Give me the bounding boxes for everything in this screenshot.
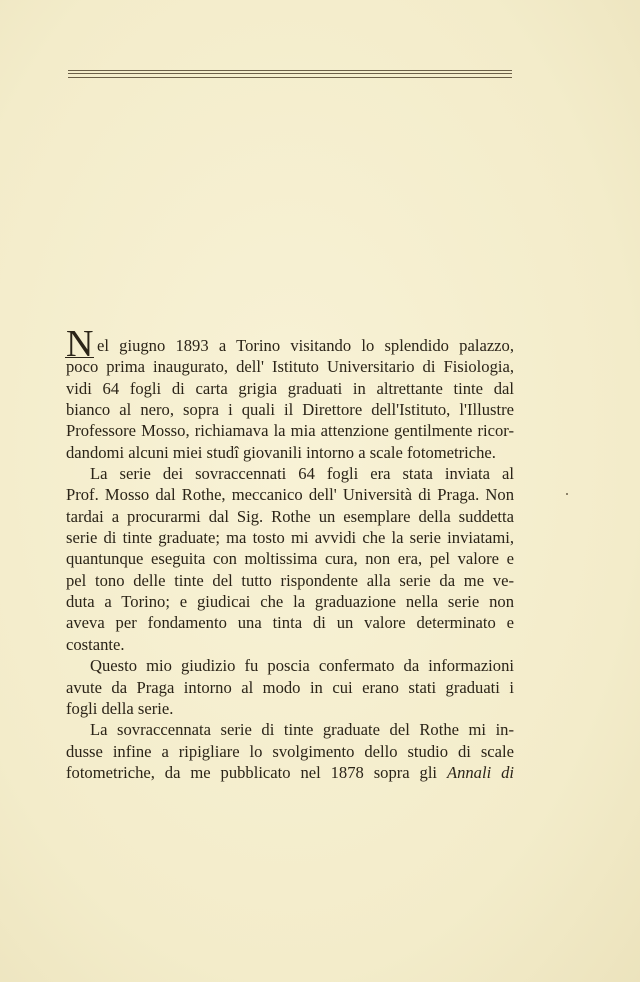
paragraph-2-line-6: pel tono delle tinte del tutto rispondente alla serie da me ve- — [66, 570, 514, 590]
paragraph-1-line-4: bianco al nero, sopra i quali il Direttore dell'Istituto, l'Illustre — [66, 400, 514, 420]
paragraph-4-line-2: dusse infine a ripigliare lo svolgimento dello studio di scale — [66, 741, 514, 761]
paragraph-1-line-3: vidi 64 fogli di carta grigia graduati in altrettante tinte dal — [66, 378, 514, 398]
line-text: fotometriche, da me pubblicato nel 1878 sopra gli — [66, 762, 438, 782]
header-rule-middle — [68, 73, 512, 74]
paragraph-4-line-1: La sovraccennata serie di tinte graduate del Rothe mi in- — [90, 720, 514, 740]
paragraph-1-line-5: Professore Mosso, richiamava la mia attenzione gentilmente ricor- — [66, 421, 514, 441]
paragraph-2-line-3: tardai a procurarmi dal Sig. Rothe un esemplare della suddetta — [66, 506, 514, 526]
paragraph-1-line-1 — [66, 323, 514, 365]
header-rule-top — [68, 70, 512, 71]
paragraph-2-line-1: La serie dei sovraccennati 64 fogli era stata inviata al — [90, 464, 514, 484]
paragraph-4-line-3 — [66, 762, 514, 783]
paragraph-2-line-8: aveva per fondamento una tinta di un valore determinato e — [66, 613, 514, 633]
paragraph-3-line-3: fogli della serie. — [66, 698, 174, 718]
line-text: el giugno 1893 a Torino visitando lo splendido palazzo, — [97, 336, 514, 355]
header-rule-bottom — [68, 77, 512, 78]
margin-speck — [566, 493, 568, 495]
body-text — [66, 323, 514, 783]
paragraph-2-line-9: costante. — [66, 634, 125, 654]
paragraph-2-line-7: duta a Torino; e giudicai che la graduazione nella serie non — [66, 592, 514, 612]
paragraph-2-line-4: serie di tinte graduate; ma tosto mi avvidi che la serie inviatami, — [66, 528, 514, 548]
paragraph-1-line-2: poco prima inaugurato, dell' Istituto Universitario di Fisiologia, — [66, 357, 514, 377]
paragraph-1-line-6: dandomi alcuni miei studî giovanili intorno a scale fotometriche. — [66, 442, 496, 462]
paragraph-3-line-2: avute da Praga intorno al modo in cui erano stati graduati i — [66, 677, 514, 697]
paragraph-3-line-1: Questo mio giudizio fu poscia confermato da informazioni — [90, 656, 514, 676]
journal-title: Annali di — [446, 762, 514, 782]
drop-cap: N — [66, 323, 94, 365]
paragraph-2-line-5: quantunque eseguita con moltissima cura, non era, pel valore e — [66, 549, 514, 569]
paragraph-2-line-2: Prof. Mosso dal Rothe, meccanico dell' Università di Praga. Non — [66, 485, 514, 505]
